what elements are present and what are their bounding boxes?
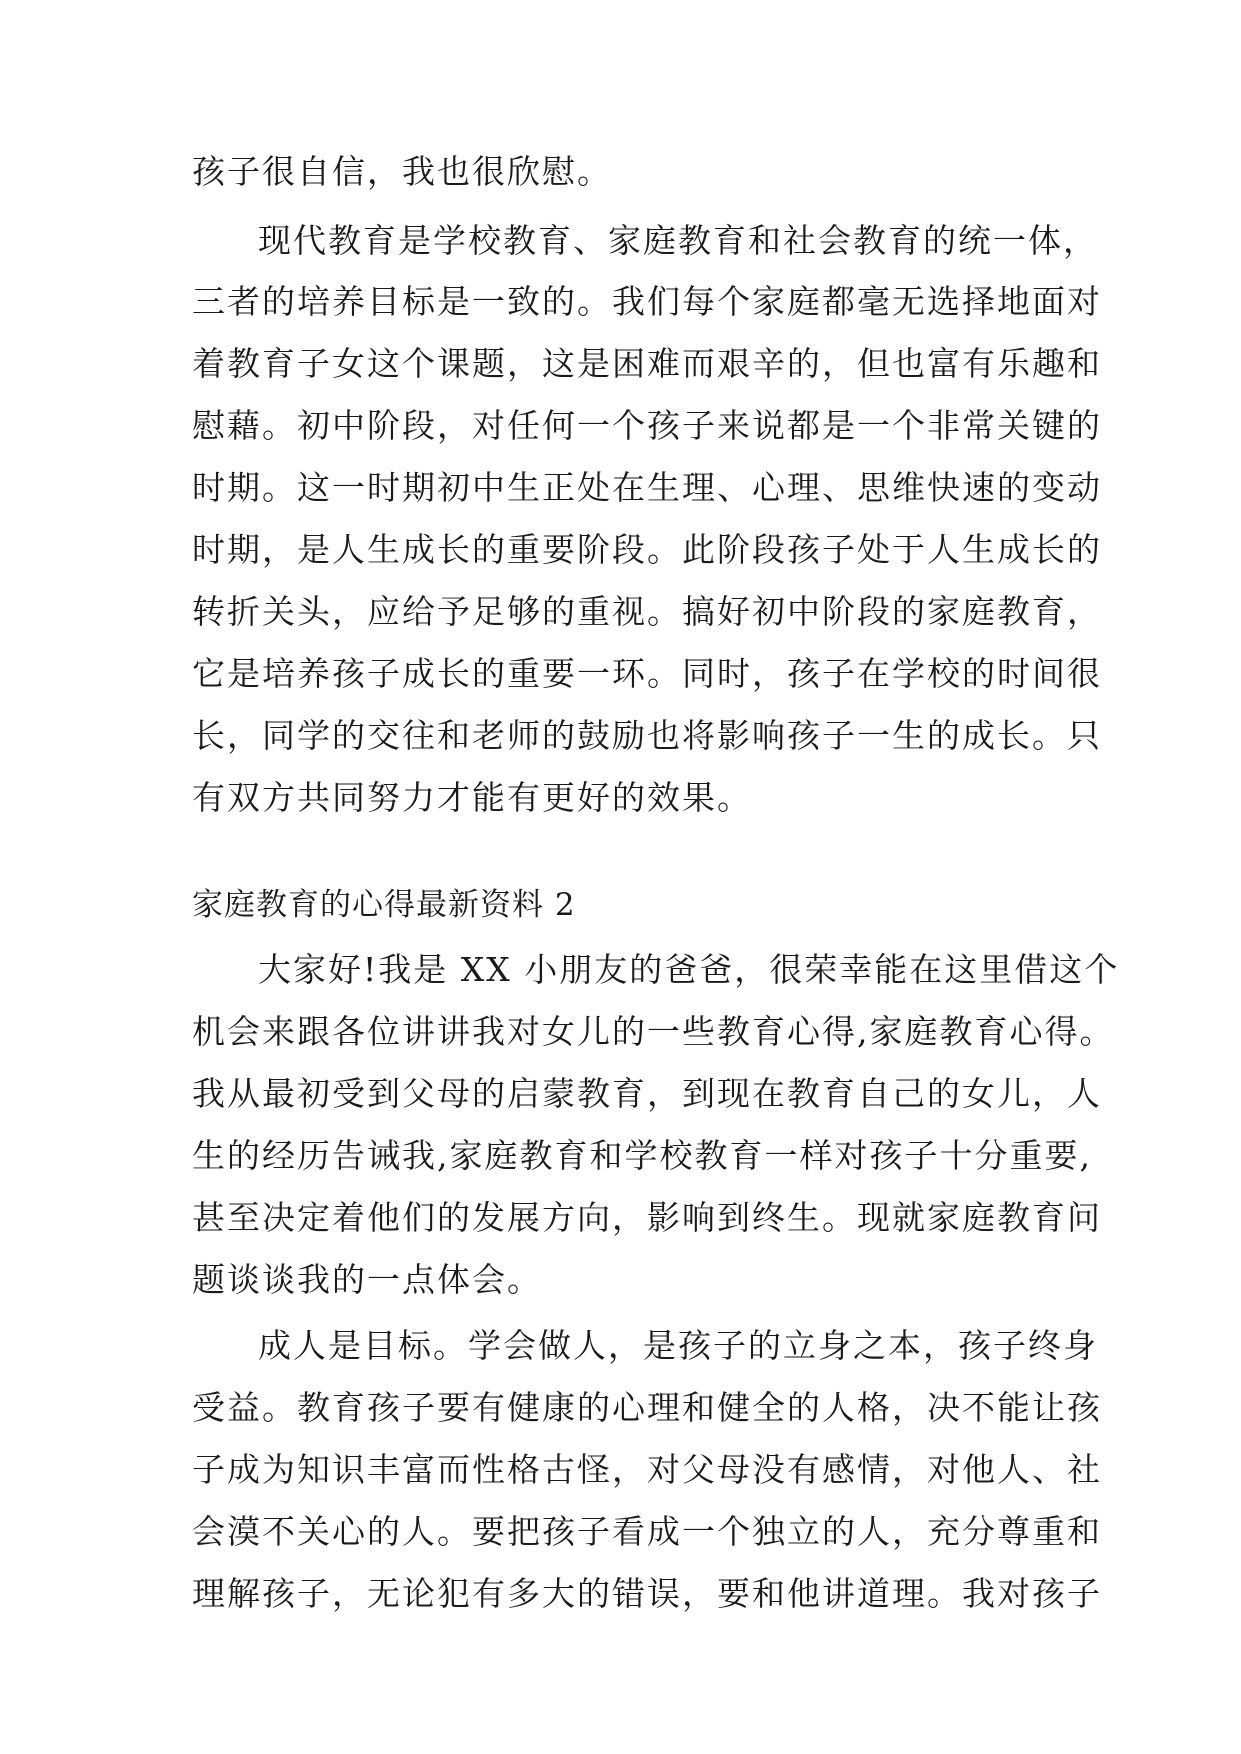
text-line: 时期。这一时期初中生正处在生理、心理、思维快速的变动 (192, 468, 1102, 507)
text-line: 有双方共同努力才能有更好的效果。 (192, 778, 752, 817)
text-line: 转折关头，应给予足够的重视。搞好初中阶段的家庭教育， (192, 592, 1102, 631)
paragraph-first-line: 成人是目标。学会做人，是孩子的立身之本，孩子终身 (258, 1326, 1098, 1365)
text-line: 时期，是人生成长的重要阶段。此阶段孩子处于人生成长的 (192, 530, 1102, 569)
text-line: 题谈谈我的一点体会。 (192, 1260, 542, 1299)
text-line: 它是培养孩子成长的重要一环。同时，孩子在学校的时间很 (192, 654, 1102, 693)
text-line: 受益。教育孩子要有健康的心理和健全的人格，决不能让孩 (192, 1388, 1102, 1427)
text-line: 着教育子女这个课题，这是困难而艰辛的，但也富有乐趣和 (192, 344, 1102, 383)
text-line: 会漠不关心的人。要把孩子看成一个独立的人，充分尊重和 (192, 1512, 1102, 1551)
paragraph-first-line: 现代教育是学校教育、家庭教育和社会教育的统一体， (258, 221, 1098, 260)
paragraph-first-line: 大家好!我是 XX 小朋友的爸爸，很荣幸能在这里借这个 (258, 950, 1120, 989)
text-line: 慰藉。初中阶段，对任何一个孩子来说都是一个非常关键的 (192, 406, 1102, 445)
text-line: 孩子很自信，我也很欣慰。 (192, 152, 612, 191)
text-line: 生的经历告诫我,家庭教育和学校教育一样对孩子十分重要, (192, 1136, 1092, 1175)
text-line: 理解孩子，无论犯有多大的错误，要和他讲道理。我对孩子 (192, 1574, 1102, 1613)
text-line: 甚至决定着他们的发展方向，影响到终生。现就家庭教育问 (192, 1198, 1102, 1237)
text-line: 我从最初受到父母的启蒙教育，到现在教育自己的女儿，人 (192, 1074, 1102, 1113)
text-line: 机会来跟各位讲讲我对女儿的一些教育心得,家庭教育心得。 (192, 1012, 1115, 1051)
text-line: 三者的培养目标是一致的。我们每个家庭都毫无选择地面对 (192, 282, 1102, 321)
text-line: 子成为知识丰富而性格古怪，对父母没有感情，对他人、社 (192, 1450, 1102, 1489)
text-line: 长，同学的交往和老师的鼓励也将影响孩子一生的成长。只 (192, 716, 1102, 755)
section-heading: 家庭教育的心得最新资料 2 (192, 887, 576, 923)
